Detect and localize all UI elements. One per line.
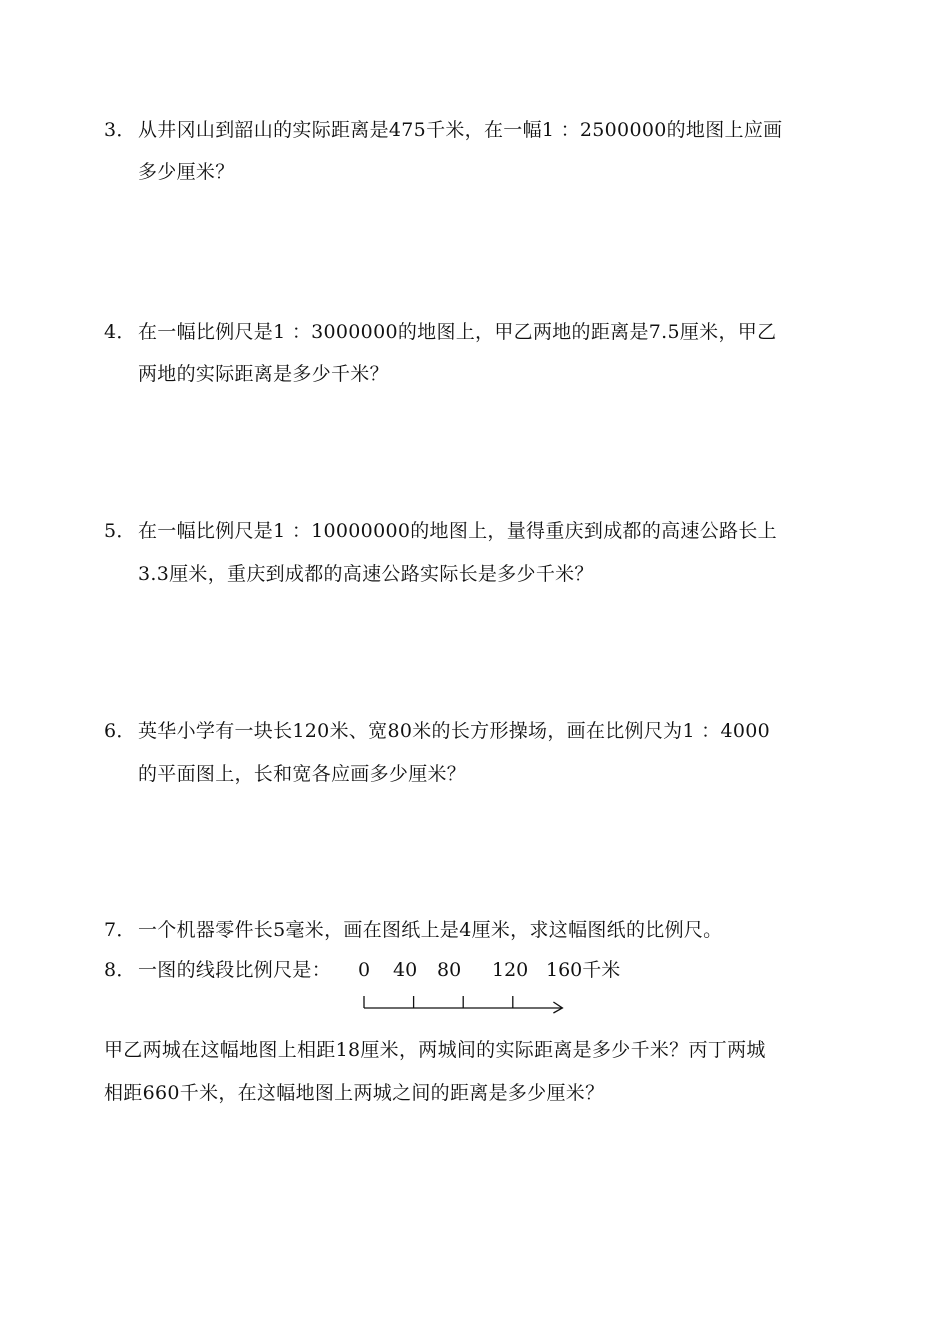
question-3-text-1: 从井冈山到韶山的实际距离是475千米，在一幅1 ：2500000的地图上应画: [138, 119, 783, 141]
question-4-text-1: 在一幅比例尺是1 ：3000000的地图上，甲乙两地的距离是7.5厘米，甲乙: [138, 321, 777, 343]
scale-label-80: 80: [437, 959, 462, 981]
question-5-text-1: 在一幅比例尺是1 ：10000000的地图上，量得重庆到成都的高速公路长上: [138, 520, 777, 542]
question-7-number: 7．: [104, 919, 136, 941]
question-6-number: 6．: [104, 720, 136, 742]
scale-label-120: 120: [492, 959, 529, 981]
question-4-line-1: [104, 320, 776, 344]
line-segment-scale: [360, 990, 580, 1014]
scale-label-0: 0: [358, 959, 371, 981]
question-3-number: 3．: [104, 119, 136, 141]
question-3-text-2: 多少厘米？: [138, 161, 235, 183]
question-8-para-1: 甲乙两城在这幅地图上相距18厘米，两城间的实际距离是多少千米？丙丁两城: [104, 1039, 766, 1061]
question-7-text-1: 一个机器零件长5毫米，画在图纸上是4厘米，求这幅图纸的比例尺。: [138, 919, 723, 941]
question-5-line-1: [104, 519, 777, 543]
question-7-line-1: [104, 918, 722, 942]
question-3-line-1: [104, 118, 782, 142]
question-6-text-1: 英华小学有一块长120米、宽80米的长方形操场，画在比例尺为1 ：4000: [138, 720, 771, 742]
question-4-number: 4．: [104, 321, 136, 343]
question-5-number: 5．: [104, 520, 136, 542]
question-6-line-1: [104, 719, 770, 743]
question-4-text-2: 两地的实际距离是多少千米？: [138, 363, 389, 385]
question-6-text-2: 的平面图上，长和宽各应画多少厘米？: [138, 763, 467, 785]
question-8-number: 8．: [104, 959, 136, 981]
question-5-text-2: 3.3厘米，重庆到成都的高速公路实际长是多少千米？: [138, 563, 594, 585]
scale-label-160: 160千米: [546, 959, 621, 981]
question-8-text-1: 一图的线段比例尺是：: [138, 959, 332, 981]
scale-label-40: 40: [393, 959, 418, 981]
scale-labels: [0, 958, 950, 982]
question-8-para-2: 相距660千米，在这幅地图上两城之间的距离是多少厘米？: [104, 1082, 605, 1104]
